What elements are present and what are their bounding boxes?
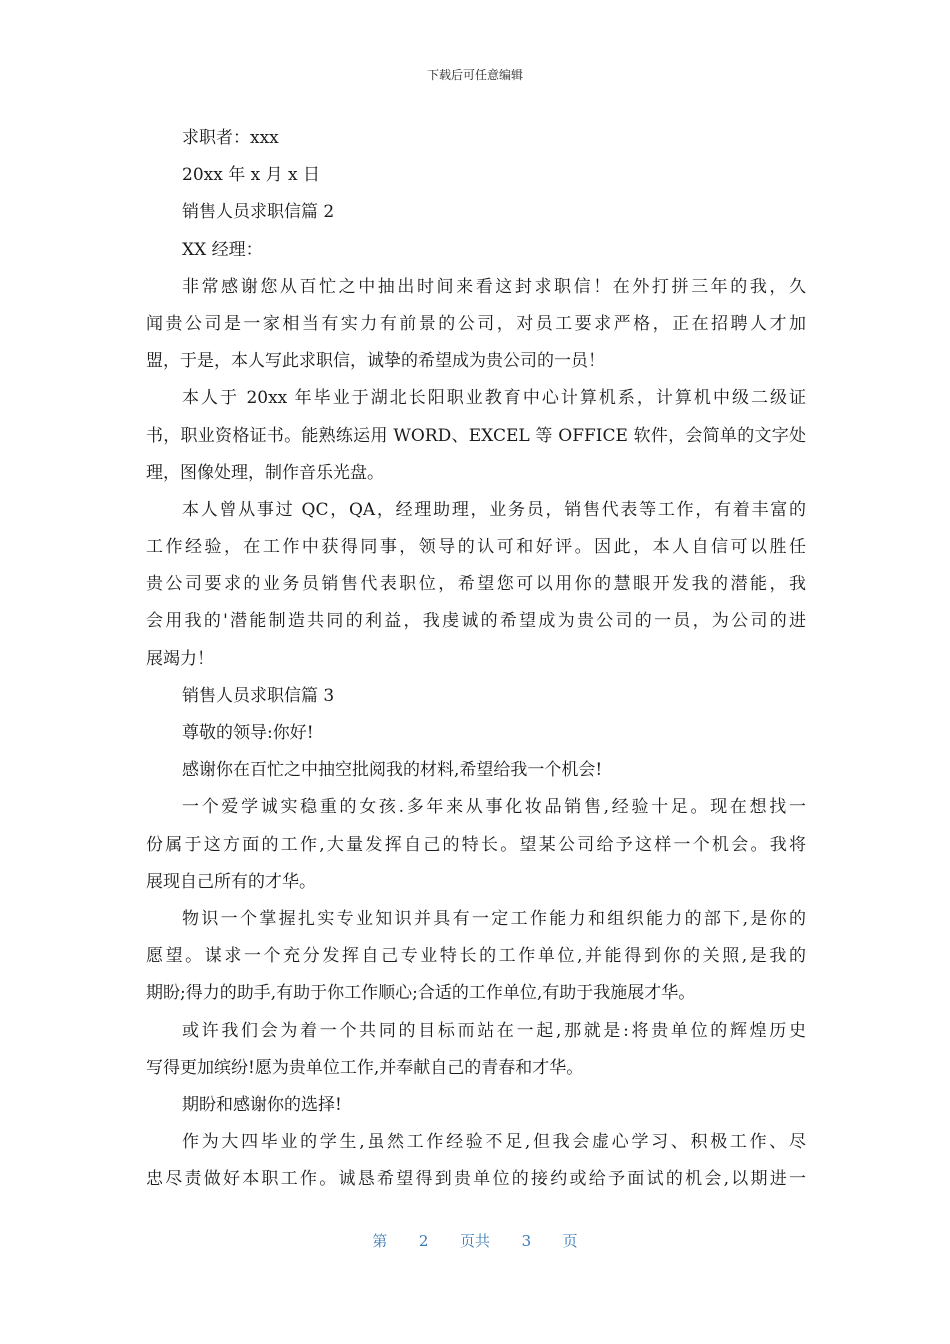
paragraph-line: 本人曾从事过 QC，QA，经理助理，业务员，销售代表等工作，有着丰富的	[182, 499, 806, 520]
salutation: XX 经理：	[182, 239, 263, 260]
page-header: 下载后可任意编辑	[426, 68, 523, 82]
paragraph-line: 写得更加缤纷!愿为贵单位工作,并奉献自己的青春和才华。	[146, 1057, 584, 1078]
paragraph-line: 一个爱学诚实稳重的女孩.多年来从事化妆品销售,经验十足。现在想找一	[182, 797, 806, 818]
text-line: 20xx 年 x 月 x 日	[182, 165, 321, 186]
paragraph-line: 份属于这方面的工作,大量发挥自己的特长。望某公司给予这样一个机会。我将	[146, 834, 806, 855]
current-page-number: 2	[418, 1232, 429, 1250]
paragraph-line: 贵公司要求的业务员销售代表职位，希望您可以用你的慧眼开发我的潜能，我	[146, 574, 806, 595]
total-pages-number: 3	[521, 1232, 532, 1250]
footer-suffix: 页	[562, 1232, 578, 1250]
paragraph-line: 会用我的'潜能制造共同的利益，我虔诚的希望成为贵公司的一员，为公司的进	[146, 611, 806, 632]
paragraph-line: 闻贵公司是一家相当有实力有前景的公司，对员工要求严格，正在招聘人才加	[146, 313, 806, 334]
page-footer	[0, 1230, 950, 1251]
paragraph-line: 理，图像处理，制作音乐光盘。	[146, 462, 384, 483]
salutation: 尊敬的领导:你好!	[182, 723, 314, 743]
paragraph-line: 愿望。谋求一个充分发挥自己专业特长的工作单位,并能得到你的关照,是我的	[146, 946, 806, 967]
footer-prefix: 第	[372, 1232, 388, 1250]
section-title: 销售人员求职信篇 2	[182, 202, 335, 223]
paragraph-line: 书，职业资格证书。能熟练运用 WORD、EXCEL 等 OFFICE 软件，会简单的文字处	[146, 425, 806, 446]
paragraph-line: 或许我们会为着一个共同的目标而站在一起,那就是:将贵单位的辉煌历史	[182, 1020, 806, 1041]
text-line: 求职者：xxx	[182, 128, 279, 148]
document-body	[146, 120, 806, 1198]
paragraph-line: 本人于 20xx 年毕业于湖北长阳职业教育中心计算机系，计算机中级二级证	[182, 388, 806, 409]
paragraph-line: 盟，于是，本人写此求职信，诚挚的希望成为贵公司的一员！	[146, 351, 605, 372]
section-title: 销售人员求职信篇 3	[182, 685, 335, 706]
paragraph-line: 物识一个掌握扎实专业知识并具有一定工作能力和组织能力的部下,是你的	[182, 908, 806, 929]
paragraph-line: 非常感谢您从百忙之中抽出时间来看这封求职信！在外打拼三年的我，久	[182, 276, 806, 297]
paragraph-line: 展现自己所有的才华。	[146, 871, 316, 892]
paragraph-line: 展竭力！	[146, 648, 214, 669]
paragraph-line: 忠尽责做好本职工作。诚恳希望得到贵单位的接约或给予面试的机会,以期进一	[146, 1169, 806, 1190]
paragraph-line: 作为大四毕业的学生,虽然工作经验不足,但我会虚心学习、积极工作、尽	[182, 1132, 806, 1153]
paragraph-line: 工作经验，在工作中获得同事，领导的认可和好评。因此，本人自信可以胜任	[146, 537, 806, 558]
footer-middle: 页共	[459, 1232, 490, 1250]
paragraph-line: 期盼和感谢你的选择!	[182, 1094, 342, 1115]
paragraph-line: 感谢你在百忙之中抽空批阅我的材料,希望给我一个机会!	[182, 760, 603, 781]
paragraph-line: 期盼;得力的助手,有助于你工作顺心;合适的工作单位,有助于我施展才华。	[146, 983, 696, 1004]
